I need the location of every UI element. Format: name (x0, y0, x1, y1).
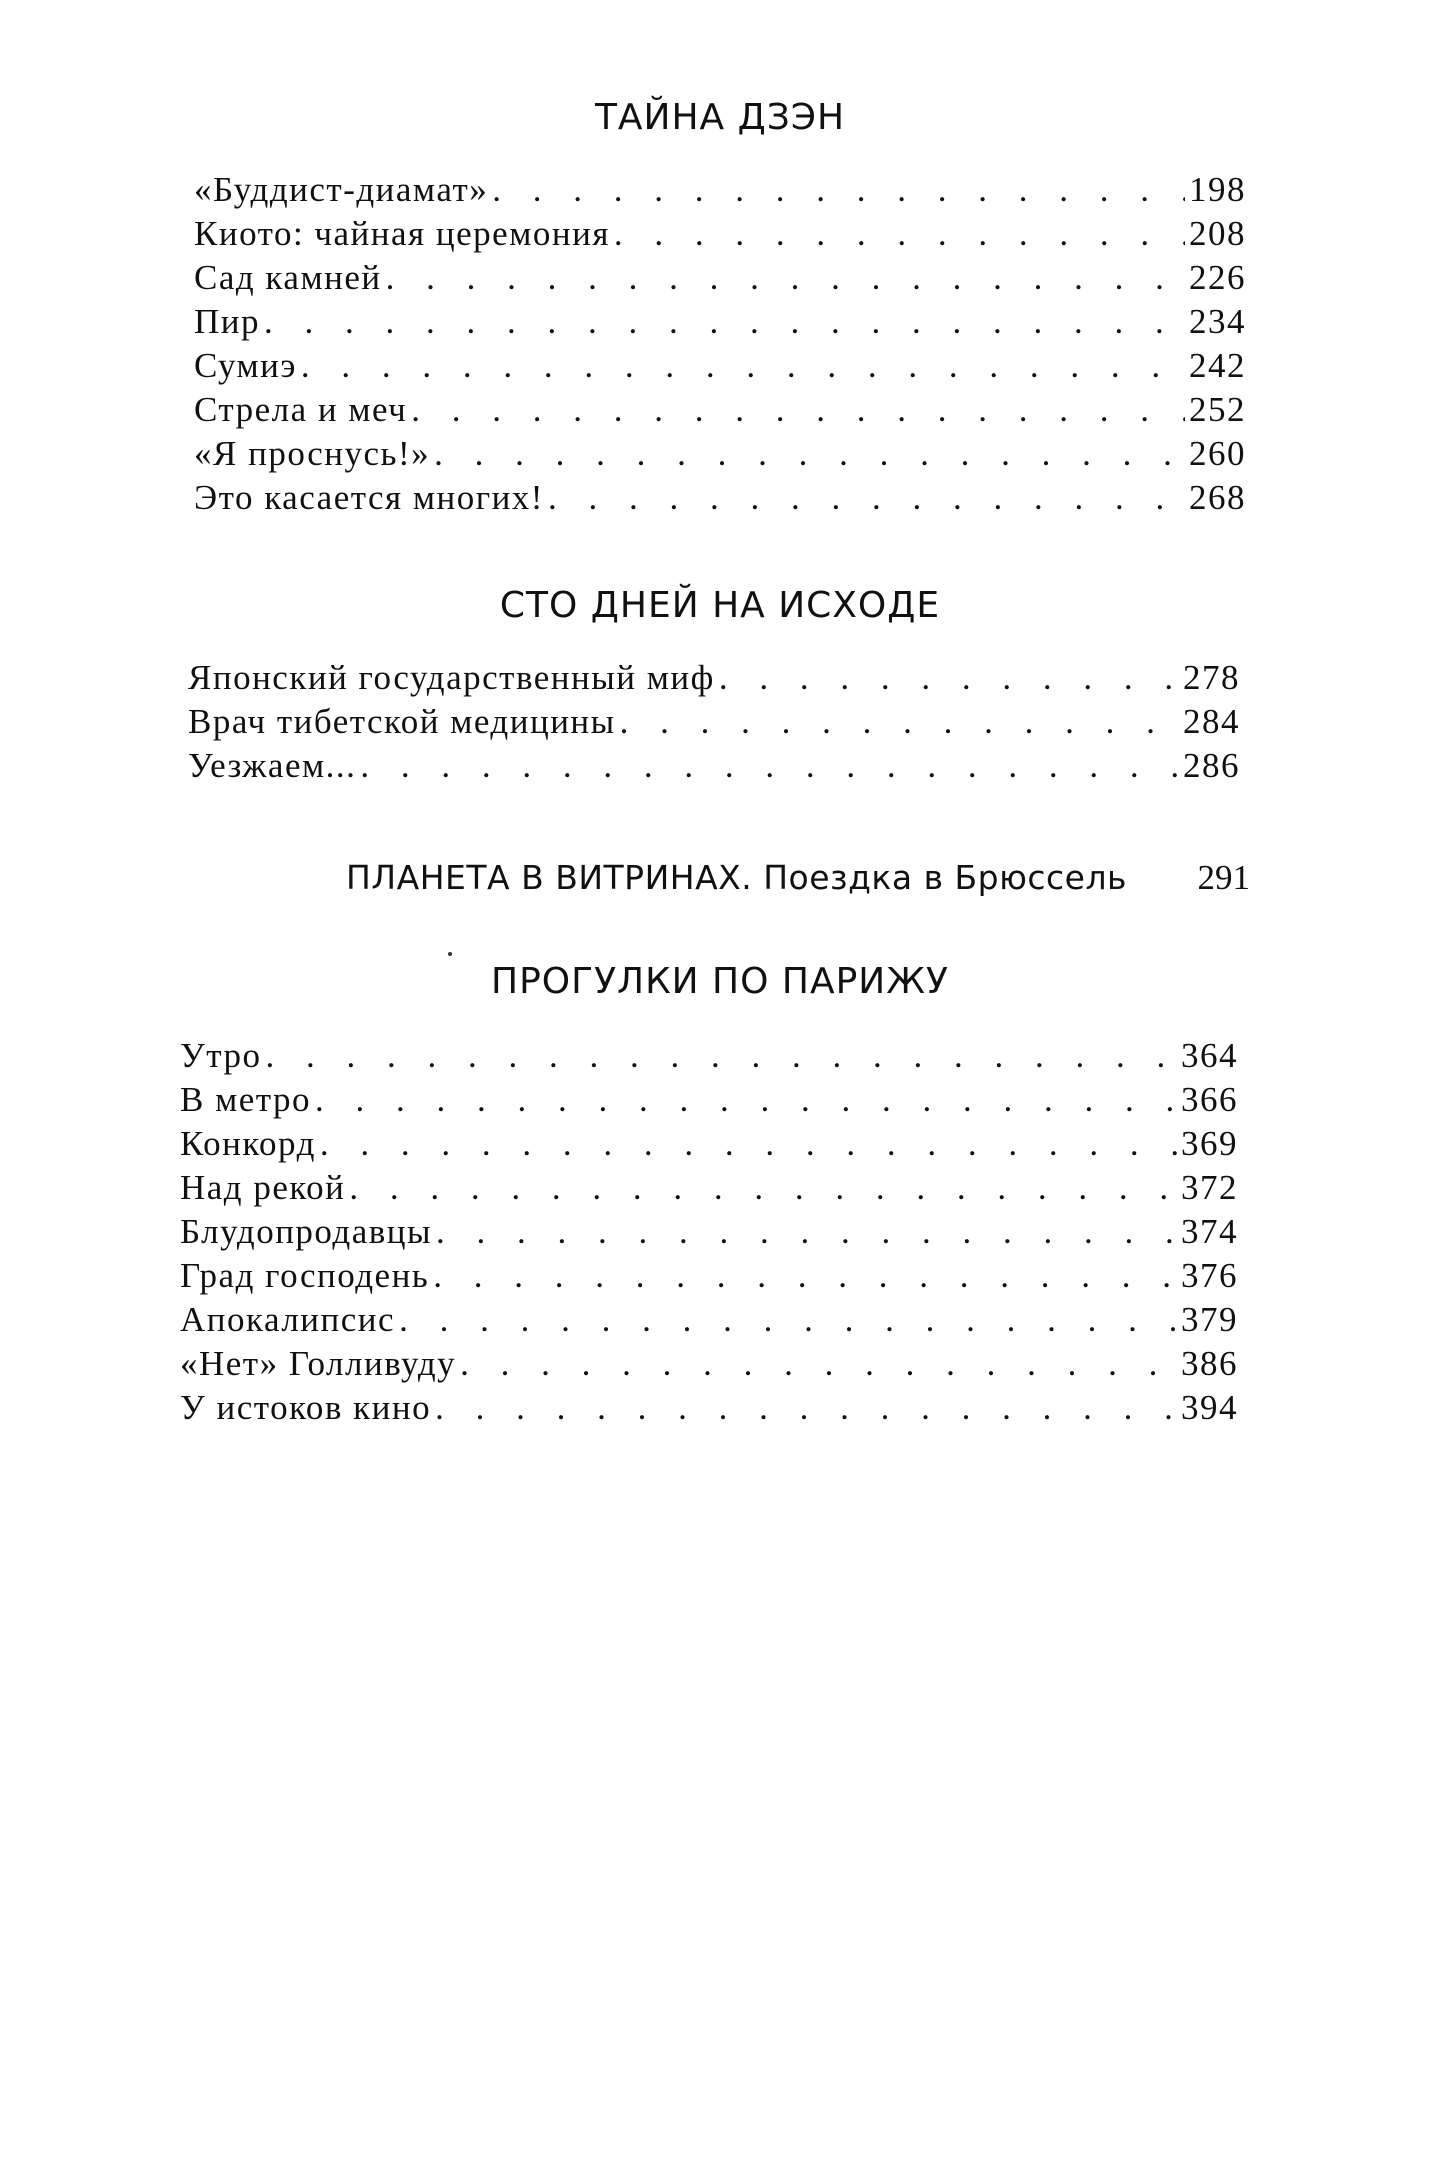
toc-entry-title: Киото: чайная церемония (194, 214, 610, 253)
toc-entry (180, 1078, 1238, 1122)
toc-entry (194, 300, 1246, 344)
toc-entry-title: «Нет» Голливуду (180, 1344, 457, 1383)
dot-leader (434, 432, 1185, 476)
toc-entry-page: 268 (1189, 478, 1246, 517)
toc-entry-title: Апокалипсис (180, 1300, 396, 1339)
toc-entry-page: 260 (1189, 434, 1246, 473)
section-heading-progulki: ПРОГУЛКИ ПО ПАРИЖУ (491, 961, 949, 1002)
dot-leader (360, 744, 1179, 788)
toc-entry-page: 372 (1181, 1168, 1238, 1207)
toc-entry-title: Пир (194, 302, 261, 341)
toc-list-tayna-dzen (194, 168, 1246, 520)
toc-entry (188, 656, 1240, 700)
toc-entry-title: Над рекой (180, 1168, 346, 1207)
dot-leader (620, 700, 1179, 744)
toc-entry-title: Блудопродавцы (180, 1212, 433, 1251)
toc-entry (180, 1034, 1238, 1078)
toc-entry (180, 1254, 1238, 1298)
dot-leader (266, 1034, 1177, 1078)
toc-entry-page: 366 (1181, 1080, 1238, 1119)
toc-entry (194, 388, 1246, 432)
toc-entry-page: 394 (1181, 1388, 1238, 1427)
toc-entry (194, 432, 1246, 476)
toc-entry (194, 476, 1246, 520)
toc-entry-title: Стрела и меч (194, 390, 408, 429)
toc-entry (180, 1166, 1238, 1210)
dot-leader (399, 1298, 1177, 1342)
toc-entry-title: У истоков кино (180, 1388, 432, 1427)
toc-entry-title: В метро (180, 1080, 312, 1119)
toc-entry-title: «Я проснусь!» (194, 434, 431, 473)
print-speck (448, 952, 452, 956)
toc-entry (180, 1210, 1238, 1254)
dot-leader (719, 656, 1179, 700)
toc-entry-page: 364 (1181, 1036, 1238, 1075)
toc-list-progulki (180, 1034, 1238, 1430)
toc-entry (194, 344, 1246, 388)
toc-entry (180, 1342, 1238, 1386)
toc-entry-page: 291 (1197, 858, 1250, 897)
toc-entry-page: 226 (1189, 258, 1246, 297)
toc-entry (194, 212, 1246, 256)
dot-leader (320, 1122, 1177, 1166)
toc-entry (188, 700, 1240, 744)
toc-entry-title: Град господень (180, 1256, 430, 1295)
dot-leader (435, 1386, 1177, 1430)
toc-entry-page: 369 (1181, 1124, 1238, 1163)
toc-entry-page: 198 (1189, 170, 1246, 209)
toc-entry-title: Врач тибетской медицины (188, 702, 616, 741)
toc-entry-title: Сад камней (194, 258, 382, 297)
toc-entry-page: 284 (1183, 702, 1240, 741)
toc-entry (180, 1298, 1238, 1342)
toc-entry (180, 1122, 1238, 1166)
toc-entry-page: 374 (1181, 1212, 1238, 1251)
dot-leader (433, 1254, 1177, 1298)
toc-entry-page: 234 (1189, 302, 1246, 341)
toc-entry (194, 256, 1246, 300)
toc-entry (194, 168, 1246, 212)
toc-entry-page: 242 (1189, 346, 1246, 385)
dot-leader (436, 1210, 1177, 1254)
toc-entry-page: 376 (1181, 1256, 1238, 1295)
section-heading-sto-dney: СТО ДНЕЙ НА ИСХОДЕ (499, 585, 941, 626)
dot-leader (264, 300, 1185, 344)
dot-leader (614, 212, 1185, 256)
toc-entry-title: Утро (180, 1036, 262, 1075)
toc-entry-title: «Буддист-диамат» (194, 170, 489, 209)
dot-leader (315, 1078, 1177, 1122)
toc-entry-page: 278 (1183, 658, 1240, 697)
toc-entry-page: 386 (1181, 1344, 1238, 1383)
toc-entry-title: Это касается многих! (194, 478, 544, 517)
toc-entry-page: 286 (1183, 746, 1240, 785)
toc-entry-planeta-v-vitrinakh (0, 856, 1440, 900)
toc-entry-title: Уезжаем... (188, 746, 357, 785)
toc-entry-title: Японский государственный миф (188, 658, 715, 697)
toc-entry-title: Конкорд (180, 1124, 316, 1163)
toc-entry-title: Сумиэ (194, 346, 297, 385)
toc-entry-page: 252 (1189, 390, 1246, 429)
dot-leader (460, 1342, 1177, 1386)
dot-leader (301, 344, 1185, 388)
toc-entry-page: 208 (1189, 214, 1246, 253)
dot-leader (349, 1166, 1177, 1210)
dot-leader (386, 256, 1185, 300)
toc-entry-page: 379 (1181, 1300, 1238, 1339)
toc-list-sto-dney (188, 656, 1240, 788)
dot-leader (492, 168, 1185, 212)
toc-entry-title: ПЛАНЕТА В ВИТРИНАХ. Поездка в Брюссель (345, 858, 1127, 897)
dot-leader (411, 388, 1185, 432)
dot-leader (548, 476, 1185, 520)
toc-entry (180, 1386, 1238, 1430)
section-heading-tayna-dzen: ТАЙНА ДЗЭН (594, 97, 846, 138)
toc-entry (188, 744, 1240, 788)
